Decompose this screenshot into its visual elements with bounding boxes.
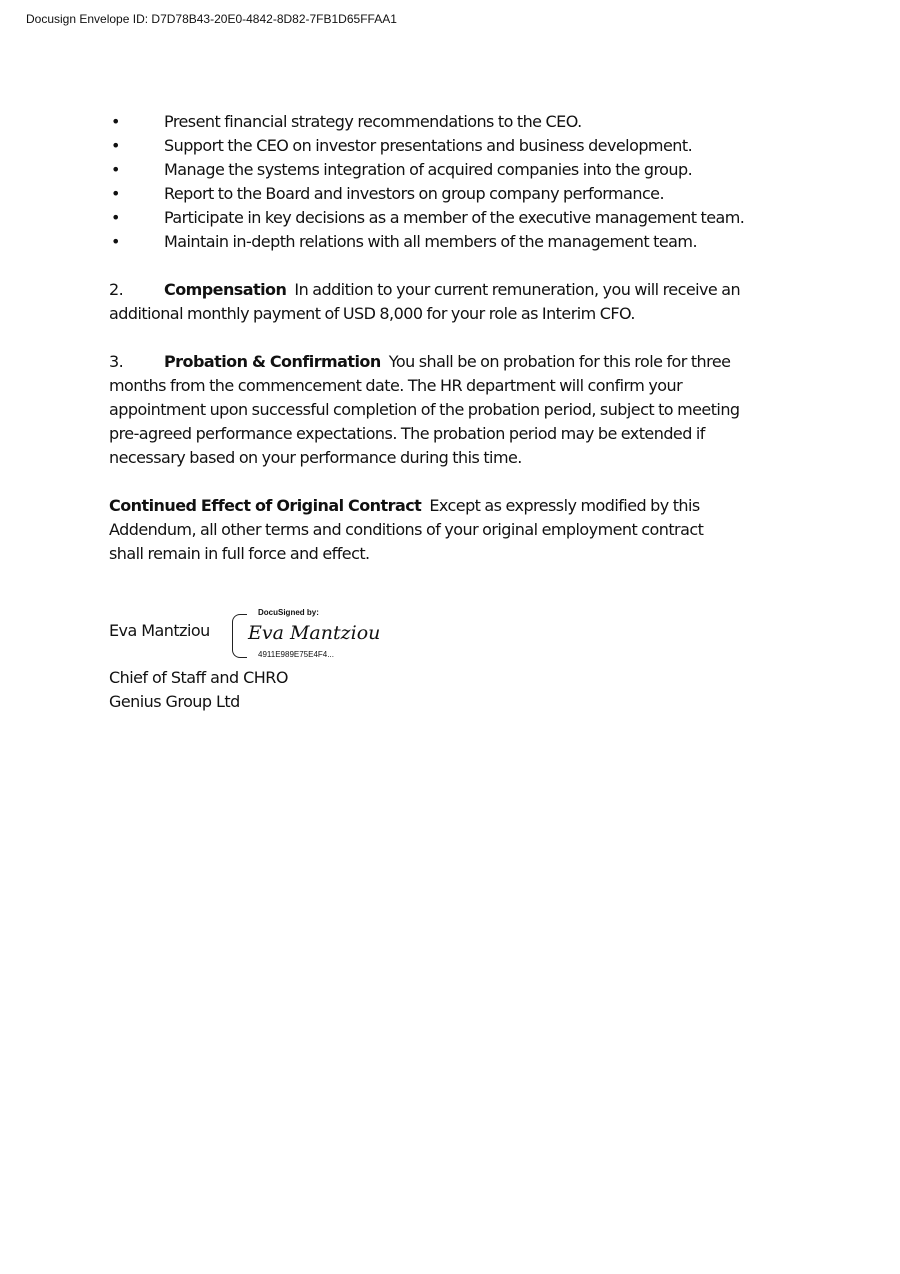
section-text: additional monthly payment of USD 8,000 for your role as Interim CFO.: [109, 304, 635, 323]
bullet-icon: •: [111, 136, 120, 155]
docusigned-label: DocuSigned by:: [258, 608, 319, 617]
envelope-id: Docusign Envelope ID: D7D78B43-20E0-4842-8D82-7FB1D65FFAA1: [26, 12, 397, 26]
bullet-text: Support the CEO on investor presentations and business development.: [164, 136, 693, 155]
section-heading: Probation & Confirmation: [164, 352, 381, 371]
bullet-text: Report to the Board and investors on group company performance.: [164, 184, 665, 203]
bullet-text: Participate in key decisions as a member of the executive management team.: [164, 208, 745, 227]
handwritten-signature: Eva Mantziou: [248, 622, 381, 644]
probation-section: [109, 350, 809, 470]
bullet-icon: •: [111, 160, 120, 179]
section-text: shall remain in full force and effect.: [109, 544, 370, 563]
compensation-section: [109, 278, 809, 326]
bullet-text: Present financial strategy recommendations to the CEO.: [164, 112, 582, 131]
bullet-icon: •: [111, 112, 120, 131]
signer-title: Chief of Staff and CHRO: [109, 668, 288, 687]
section-text: You shall be on probation for this role for three: [388, 352, 731, 371]
list-item: [109, 230, 809, 254]
bullet-text: Manage the systems integration of acquired companies into the group.: [164, 160, 693, 179]
section-number: 3.: [109, 352, 124, 371]
section-heading: Compensation: [164, 280, 287, 299]
signer-company: Genius Group Ltd: [109, 692, 240, 711]
document-body: [109, 110, 809, 566]
section-text: Addendum, all other terms and conditions of your original employment contract: [109, 520, 704, 539]
bullet-icon: •: [111, 208, 120, 227]
section-text: necessary based on your performance during this time.: [109, 448, 522, 467]
signature-bracket: [232, 614, 247, 658]
signer-name: Eva Mantziou: [109, 621, 210, 640]
bullet-icon: •: [111, 184, 120, 203]
continued-effect-section: [109, 494, 809, 566]
list-item: [109, 158, 809, 182]
list-item: [109, 134, 809, 158]
section-text: In addition to your current remuneration, you will receive an: [294, 280, 741, 299]
list-item: [109, 110, 809, 134]
list-item: [109, 206, 809, 230]
section-text: pre-agreed performance expectations. The probation period may be extended if: [109, 424, 705, 443]
signature-id: 4911E989E75E4F4...: [258, 650, 334, 659]
section-heading: Continued Effect of Original Contract: [109, 496, 422, 515]
section-text: appointment upon successful completion of the probation period, subject to meeting: [109, 400, 740, 419]
docusign-signature: [232, 608, 382, 662]
section-text: months from the commencement date. The HR department will confirm your: [109, 376, 683, 395]
bullet-text: Maintain in-depth relations with all members of the management team.: [164, 232, 697, 251]
bullet-icon: •: [111, 232, 120, 251]
list-item: [109, 182, 809, 206]
section-number: 2.: [109, 280, 124, 299]
section-text: Except as expressly modified by this: [429, 496, 700, 515]
responsibilities-list: [109, 110, 809, 254]
signature-block: [109, 608, 509, 718]
